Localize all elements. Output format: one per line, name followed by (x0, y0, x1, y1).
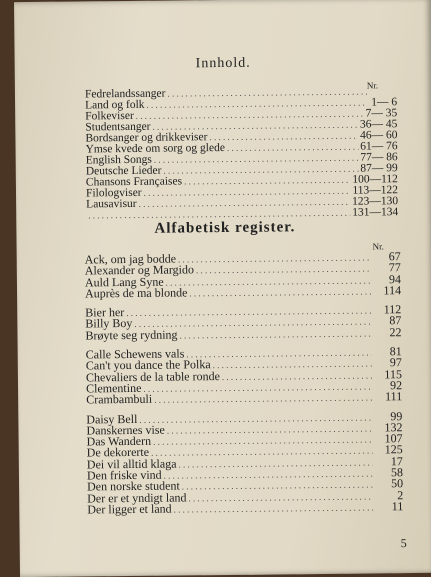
toc-title: Innhold. (15, 54, 431, 74)
entry-number: 77— 86 (360, 152, 397, 163)
entry-label: Deutsche Lieder (86, 166, 162, 178)
leader-dots (179, 328, 371, 341)
register-title: Alfabetisk register. (16, 218, 431, 239)
entry-number: 50 (375, 478, 403, 489)
entry-label: Auprès de ma blonde (85, 287, 187, 299)
entry-number: 67 (373, 251, 401, 262)
entry-label: Chansons Françaises (86, 176, 182, 188)
entry-number: 1— 6 (369, 97, 397, 108)
entry-number: 77 (373, 262, 401, 273)
list-item (86, 391, 402, 406)
entry-label: Den norske student (87, 481, 180, 493)
entry-label: Crambambuli (86, 394, 152, 406)
entry-label: Das Wandern (87, 436, 152, 448)
entry-number: 114 (373, 285, 401, 296)
entry-number: 131—134 (352, 207, 398, 218)
entry-label: Land og folk (85, 100, 145, 112)
entry-number: 58 (375, 467, 403, 478)
list-item (85, 327, 401, 342)
entry-label: Clementine (86, 383, 141, 395)
entry-label: Lausavisur (86, 199, 137, 211)
entry-number: 11 (375, 501, 403, 512)
entry-number: 125 (375, 445, 403, 456)
entry-number: 17 (375, 456, 403, 467)
entry-label: Daisy Bell (86, 413, 137, 425)
entry-number: 94 (373, 274, 401, 285)
toc-nr-label: Nr. (367, 80, 378, 90)
entry-number: 46— 60 (360, 130, 397, 141)
entry-number: 22 (373, 327, 401, 338)
entry-number: 61— 76 (360, 141, 397, 152)
entry-label: Studentsanger (85, 122, 150, 134)
entry-label: Der ligger et land (87, 503, 171, 515)
entry-label: Danskernes vise (86, 424, 164, 436)
entry-number: 2 (375, 490, 403, 501)
entry-label: Can't you dance the Polka (86, 360, 211, 372)
entry-number: 92 (374, 380, 402, 391)
entry-number: 111 (374, 391, 402, 402)
page-number: 5 (401, 536, 407, 551)
entry-label: Bier her (85, 307, 124, 318)
entry-label: Der er et yndigt land (87, 492, 186, 504)
entry-number: 132 (374, 422, 402, 433)
entry-label: Brøyte seg rydning (85, 329, 177, 341)
list-item (85, 285, 401, 300)
book-page (14, 0, 431, 577)
entry-number: 87— 99 (360, 163, 397, 174)
entry-label: Folkeviser (85, 111, 134, 123)
entry-label: Filologviser (86, 188, 142, 200)
entry-number: 81 (374, 346, 402, 357)
entry-label: Bordsanger og drikkeviser (85, 132, 207, 144)
entry-number: 115 (374, 369, 402, 380)
entry-label: Alexander og Margido (85, 265, 194, 277)
entry-label: Calle Schewens vals (86, 348, 185, 360)
entry-number: 100—112 (352, 174, 398, 185)
entry-label: English Songs (86, 155, 152, 167)
entry-number: 107 (375, 433, 403, 444)
entry-label: Ack, om jag bodde (85, 254, 176, 266)
entry-label: Billy Boy (85, 318, 132, 329)
entry-label: Chevaliers de la table ronde (86, 371, 220, 383)
register-nr-label: Nr. (373, 241, 384, 251)
entry-number: 36— 45 (360, 119, 397, 130)
leader-dots (189, 286, 371, 299)
entry-label: Den friske vind (87, 470, 162, 482)
leader-dots (174, 502, 374, 515)
entry-label: Auld Lang Syne (85, 276, 164, 288)
register-list (85, 251, 404, 516)
leader-dots (154, 393, 372, 406)
list-item (87, 501, 403, 516)
entry-label: Fedrelandssanger (85, 89, 166, 101)
entry-number: 7— 35 (366, 108, 398, 119)
entry-number: 113—122 (352, 185, 398, 196)
entry-label: Ymse kvede om sorg og glede (86, 143, 225, 155)
entry-number: 123—130 (352, 196, 398, 207)
entry-number: 99 (374, 411, 402, 422)
entry-number: 87 (373, 316, 401, 327)
entry-number: 97 (374, 358, 402, 369)
entry-label: Dei vil alltid klaga (87, 458, 177, 470)
entry-number: 112 (373, 304, 401, 315)
toc-list (85, 86, 398, 221)
entry-label: De dekorerte (87, 447, 149, 459)
